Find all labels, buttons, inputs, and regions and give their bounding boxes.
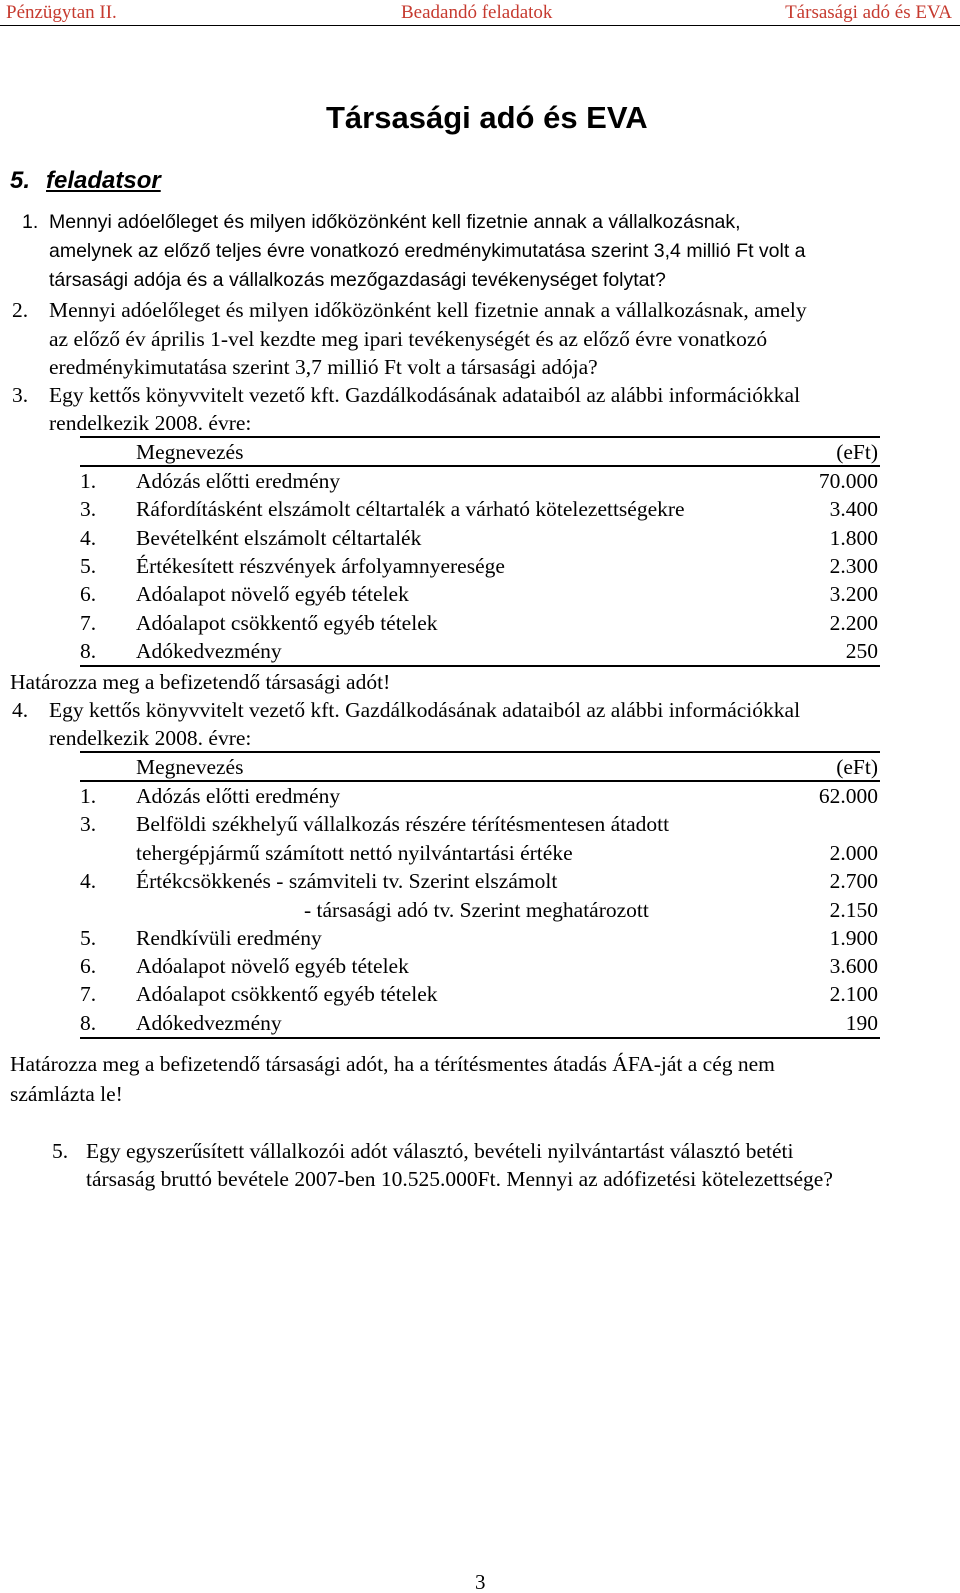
task4-closing-line-2: számlázta le!: [10, 1082, 123, 1106]
task4-row-2-label: Belföldi székhelyű vállalkozás részére térítésmentesen átadott: [136, 812, 670, 836]
task4-header-label: Megnevezés: [136, 755, 244, 779]
task5-line-2: társaság bruttó bevétele 2007-ben 10.525.000Ft. Mennyi az adófizetési kötelezettsége?: [86, 1167, 833, 1191]
task1-number: 1.: [22, 211, 39, 233]
task3-row-6-value: 2.200: [829, 611, 878, 635]
task4-row-3-value: 2.000: [829, 841, 878, 865]
task3-row-5-label: Adóalapot növelő egyéb tételek: [136, 582, 409, 606]
task4-row-3-label: tehergépjármű számított nettó nyilvántartási értéke: [136, 841, 573, 865]
task4-row-2-num: 3.: [80, 812, 97, 836]
task4-row-1-label: Adózás előtti eredmény: [136, 784, 341, 808]
header-section: Beadandó feladatok: [401, 2, 553, 23]
task1-line-3: társasági adója és a vállalkozás mezőgazdasági tevékenységet folytat?: [49, 269, 666, 291]
task4-header-unit: (eFt): [836, 755, 878, 779]
task3-row-4-num: 5.: [80, 554, 97, 578]
task3-row-6-label: Adóalapot csökkentő egyéb tételek: [136, 611, 438, 635]
task2-line-2: az előző év április 1-vel kezdte meg ipari tevékenységét és az előző évre vonatkozó: [49, 327, 768, 351]
task4-number: 4.: [12, 698, 29, 722]
exercise-set-word: feladatsor: [46, 167, 161, 194]
task4-row-5-value: 2.150: [829, 898, 878, 922]
task4-row-8-num: 7.: [80, 982, 97, 1006]
task2-line-1: Mennyi adóelőleget és milyen időközönként kell fizetnie annak a vállalkozásnak, amely: [49, 298, 807, 322]
task4-row-6-num: 5.: [80, 926, 97, 950]
task3-table-bottom-rule: [80, 665, 880, 667]
task3-row-5-value: 3.200: [829, 582, 878, 606]
page-header: [0, 0, 960, 26]
header-course: Pénzügytan II.: [6, 2, 117, 23]
task3-row-2-label: Ráfordításként elszámolt céltartalék a várható kötelezettségekre: [136, 497, 685, 521]
page-title: Társasági adó és EVA: [326, 100, 648, 135]
task3-row-7-value: 250: [845, 639, 878, 663]
task3-row-7-num: 8.: [80, 639, 97, 663]
task4-closing-line-1: Határozza meg a befizetendő társasági adót, ha a térítésmentes átadás ÁFA-ját a cég nem: [10, 1052, 775, 1076]
task3-number: 3.: [12, 383, 29, 407]
task3-row-1-label: Adózás előtti eredmény: [136, 469, 341, 493]
task4-row-7-value: 3.600: [829, 954, 878, 978]
task4-row-9-num: 8.: [80, 1011, 97, 1035]
task4-row-9-value: 190: [845, 1011, 878, 1035]
task1-line-1: Mennyi adóelőleget és milyen időközönként kell fizetnie annak a vállalkozásnak,: [49, 211, 741, 233]
page-number: 3: [475, 1570, 486, 1593]
task4-row-4-value: 2.700: [829, 869, 878, 893]
task4-row-6-label: Rendkívüli eredmény: [136, 926, 322, 950]
task4-line-1: Egy kettős könyvvitelt vezető kft. Gazdálkodásának adataiból az alábbi információkkal: [49, 698, 801, 722]
task3-row-3-value: 1.800: [829, 526, 878, 550]
task3-row-3-num: 4.: [80, 526, 97, 550]
task2-number: 2.: [12, 298, 29, 322]
task2-line-3: eredménykimutatása szerint 3,7 millió Ft volt a társasági adója?: [49, 355, 598, 379]
task3-line-1: Egy kettős könyvvitelt vezető kft. Gazdálkodásának adataiból az alábbi információkkal: [49, 383, 801, 407]
task3-header-unit: (eFt): [836, 440, 878, 464]
task3-row-6-num: 7.: [80, 611, 97, 635]
task4-row-8-label: Adóalapot csökkentő egyéb tételek: [136, 982, 438, 1006]
task4-row-5-label: - társasági adó tv. Szerint meghatározott: [304, 898, 649, 922]
task4-row-6-value: 1.900: [829, 926, 878, 950]
task4-row-1-num: 1.: [80, 784, 97, 808]
task3-closing: Határozza meg a befizetendő társasági adót!: [10, 670, 391, 694]
task3-row-3-label: Bevételként elszámolt céltartalék: [136, 526, 422, 550]
task5-line-1: Egy egyszerűsített vállalkozói adót választó, bevételi nyilvántartást választó betéti: [86, 1139, 794, 1163]
task4-row-9-label: Adókedvezmény: [136, 1011, 282, 1035]
task4-row-4-num: 4.: [80, 869, 97, 893]
task4-row-4-label: Értékcsökkenés - számviteli tv. Szerint elszámolt: [136, 869, 558, 893]
task3-row-2-value: 3.400: [829, 497, 878, 521]
task4-table-bottom-rule: [80, 1037, 880, 1039]
task3-row-5-num: 6.: [80, 582, 97, 606]
task4-row-1-value: 62.000: [818, 784, 878, 808]
task3-row-4-value: 2.300: [829, 554, 878, 578]
exercise-set-number: 5.: [10, 167, 31, 194]
task4-row-7-num: 6.: [80, 954, 97, 978]
task3-row-7-label: Adókedvezmény: [136, 639, 282, 663]
task3-row-1-value: 70.000: [818, 469, 878, 493]
task3-row-1-num: 1.: [80, 469, 97, 493]
task4-row-8-value: 2.100: [829, 982, 878, 1006]
task5-number: 5.: [52, 1139, 69, 1163]
task4-row-7-label: Adóalapot növelő egyéb tételek: [136, 954, 409, 978]
exercise-set-title: [10, 166, 161, 196]
task3-header-label: Megnevezés: [136, 440, 244, 464]
task4-line-2: rendelkezik 2008. évre:: [49, 726, 252, 750]
task3-line-2: rendelkezik 2008. évre:: [49, 411, 252, 435]
task3-row-2-num: 3.: [80, 497, 97, 521]
header-topic: Társasági adó és EVA: [785, 2, 952, 23]
task3-row-4-label: Értékesített részvények árfolyamnyeresége: [136, 554, 505, 578]
task1-line-2: amelynek az előző teljes évre vonatkozó eredménykimutatása szerint 3,4 millió Ft volt a: [49, 240, 806, 262]
